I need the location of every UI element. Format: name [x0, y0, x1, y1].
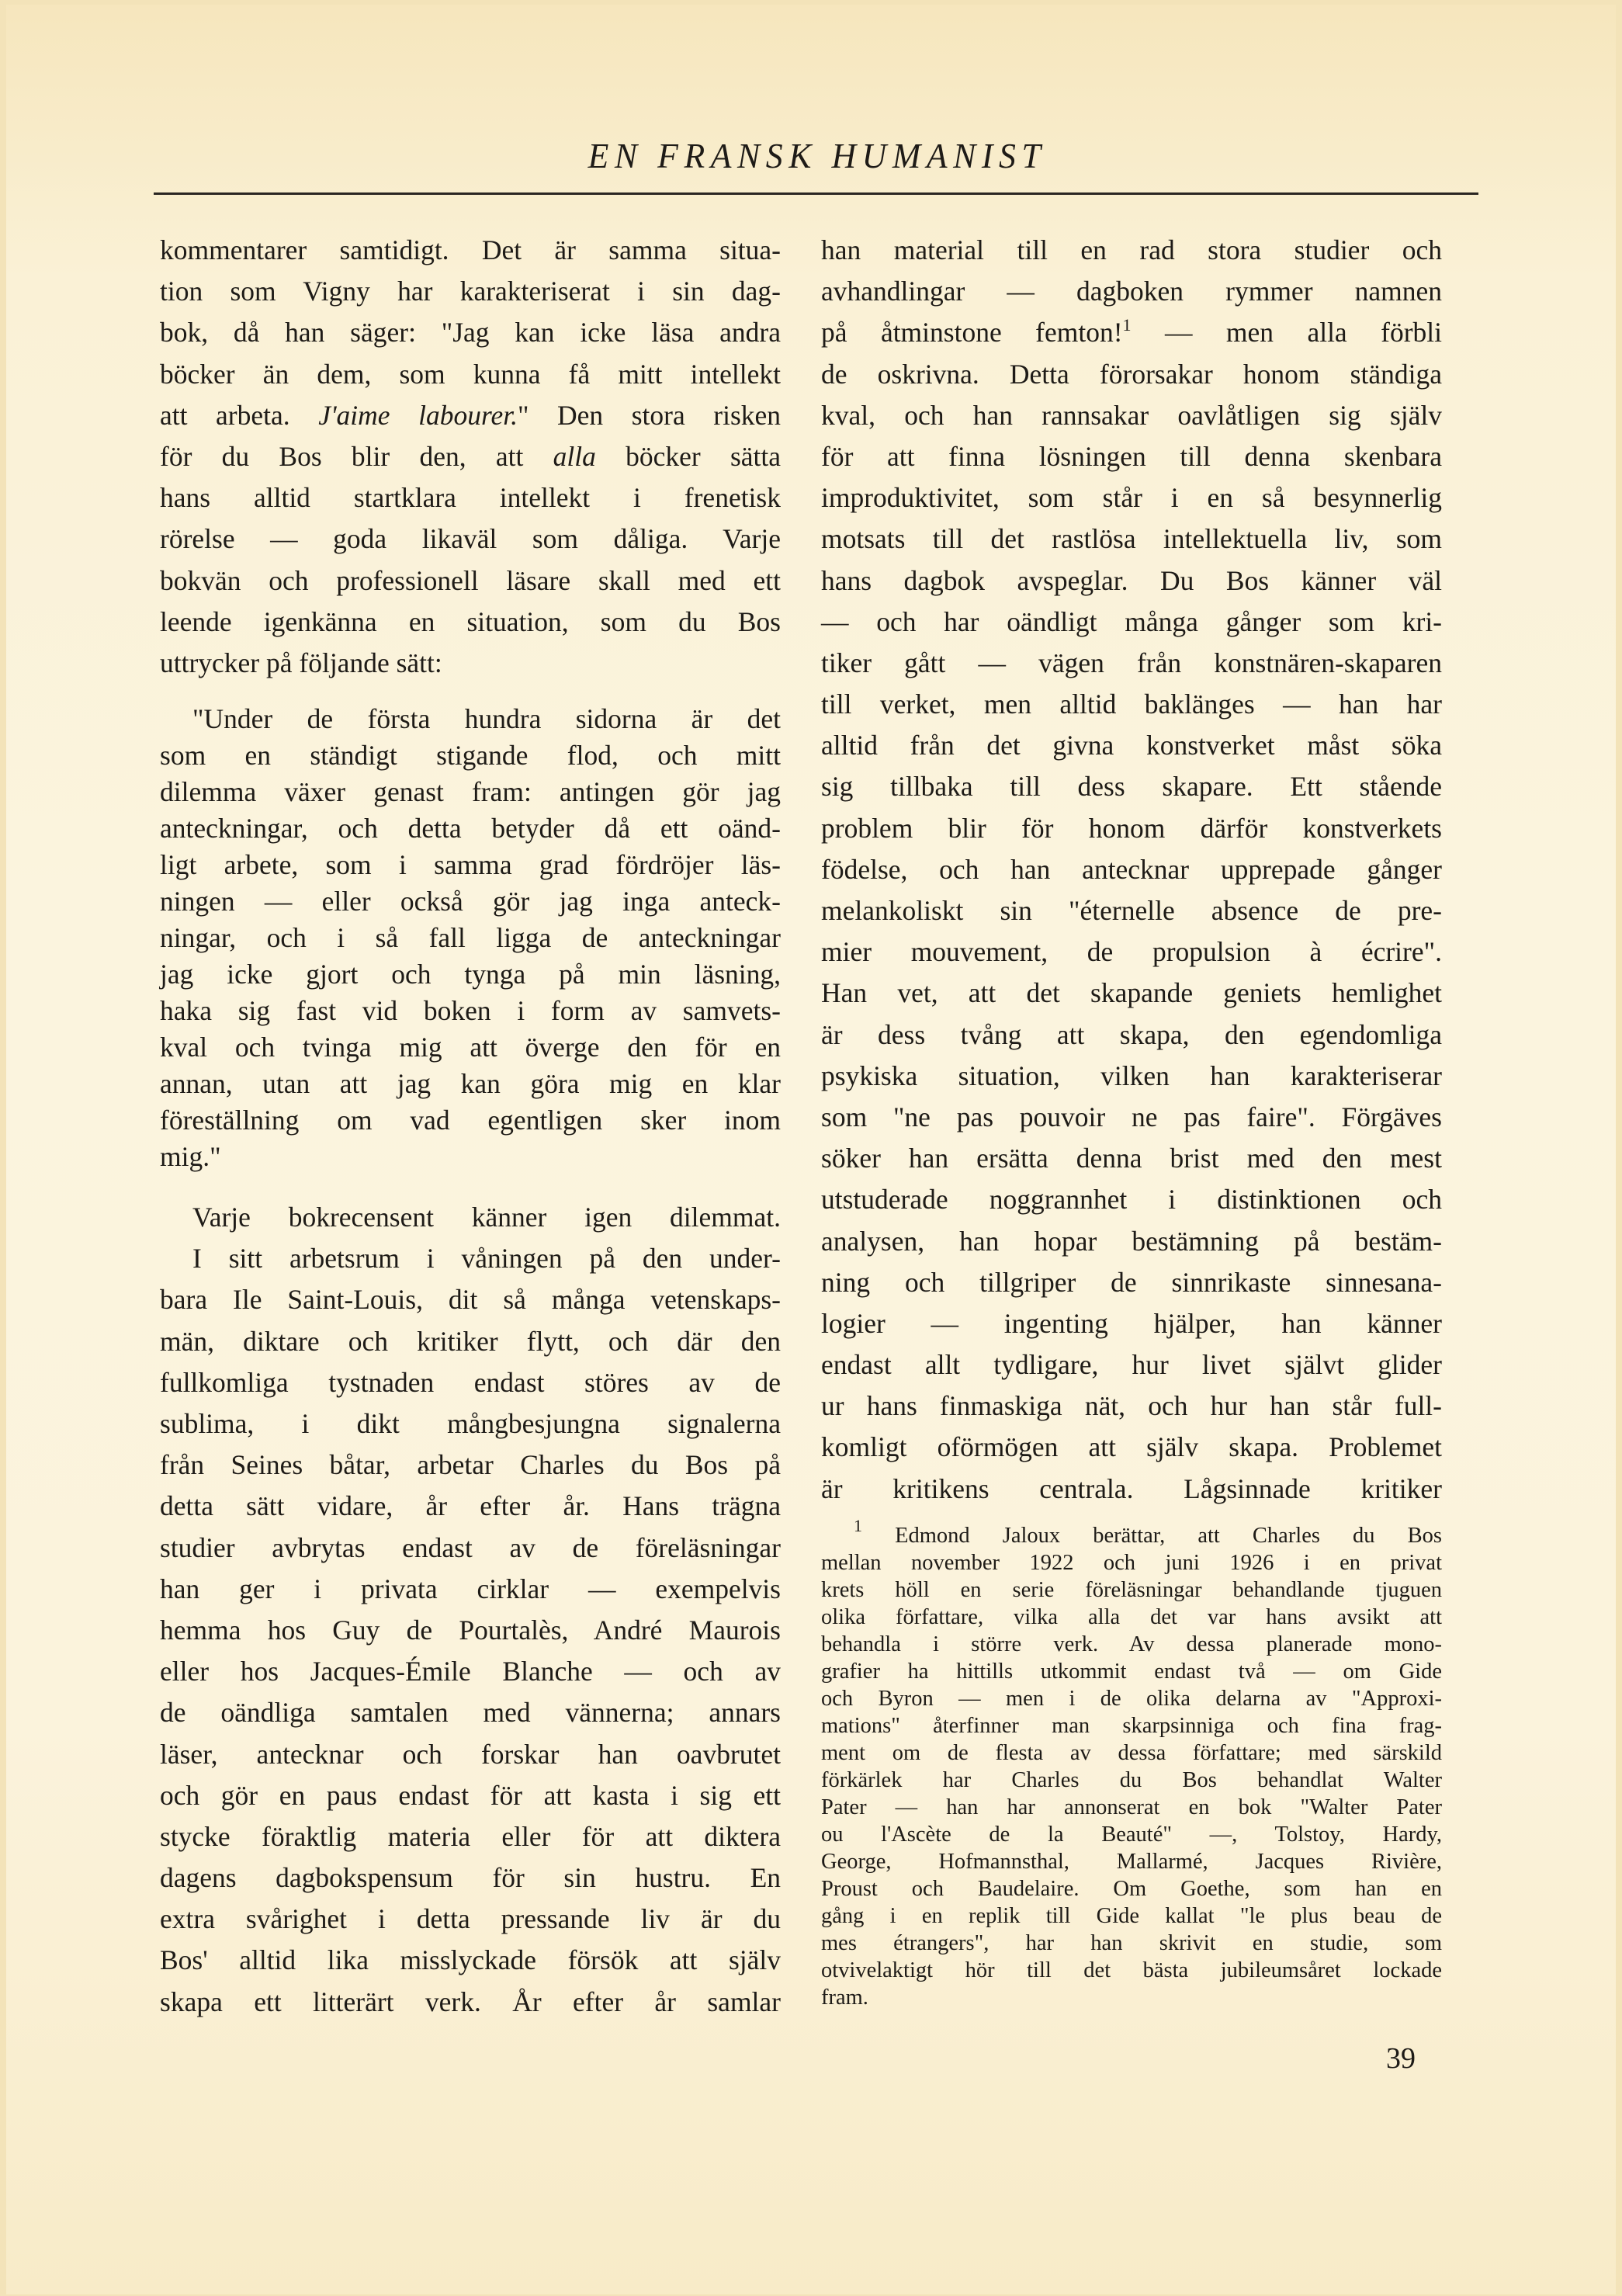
text-line: detta sätt vidare, år efter år. Hans trägna — [160, 1490, 781, 1522]
text-line: utstuderade noggrannhet i distinktionen och — [821, 1184, 1442, 1216]
text-line: sig tillbaka till dess skapare. Ett stående — [821, 771, 1442, 803]
running-title: EN FRANSK HUMANIST — [587, 136, 1047, 175]
text-line: ning och tillgriper de sinnrikaste sinnesana- — [821, 1266, 1442, 1298]
italic-phrase: J'aime labourer. — [318, 399, 518, 431]
text-line: kommentarer samtidigt. Det är samma situa- — [160, 234, 781, 265]
text-line: mier mouvement, de propulsion à écrire". — [821, 936, 1442, 968]
text-line: fullkomliga tystnaden endast störes av de — [160, 1366, 781, 1398]
text-line: från Seines båtar, arbetar Charles du Bos på — [160, 1449, 781, 1481]
footnote-line: grafier ha hittills utkommit endast två — om Gide — [821, 1659, 1442, 1684]
text-line — [160, 436, 781, 477]
text-run: att arbeta. — [160, 399, 290, 431]
body-text — [821, 230, 1442, 1510]
book-page — [6, 5, 1616, 2294]
text-line: leende igenkänna en situation, som du Bos — [160, 605, 781, 637]
footnote-line: krets höll en serie föreläsningar behandlande tjuguen — [821, 1577, 1442, 1602]
running-header — [154, 133, 1481, 179]
text-line: improduktivitet, som står i en så besynnerlig — [821, 482, 1442, 514]
quote-line: jag icke gjort och tynga på min läsning, — [160, 959, 781, 990]
quote-line: ningen — eller också gör jag inga anteck- — [160, 886, 781, 917]
text-line: dagens dagbokspensum för sin hustru. En — [160, 1862, 781, 1894]
quote-line: haka sig fast vid boken i form av samvets- — [160, 995, 781, 1027]
text-line: endast allt tydligare, hur livet självt glider — [821, 1349, 1442, 1381]
text-line: de oskrivna. Detta förorsakar honom ständiga — [821, 358, 1442, 390]
footnote-line: mellan november 1922 och juni 1926 i en privat — [821, 1550, 1442, 1575]
text-run: — men alla förbli — [1131, 317, 1442, 349]
text-line: logier — ingenting hjälper, han känner — [821, 1307, 1442, 1339]
quote-line: annan, utan att jag kan göra mig en klar — [160, 1068, 781, 1100]
text-line: skapa ett litterärt verk. År efter år samlar — [160, 1986, 781, 2017]
text-line: stycke föraktlig materia eller för att diktera — [160, 1820, 781, 1852]
footnote-line: mes étrangers", har han skrivit en studie, som — [821, 1930, 1442, 1955]
quote-line: anteckningar, och detta betyder då ett oänd- — [160, 813, 781, 845]
text-line: är kritikens centrala. Lågsinnade kritiker — [821, 1472, 1442, 1504]
text-line: hans dagbok avspeglar. Du Bos känner väl — [821, 564, 1442, 596]
text-line: och gör en paus endast för att kasta i sig ett — [160, 1779, 781, 1811]
right-column — [821, 230, 1442, 2011]
text-line: uttrycker på följande sätt: — [160, 647, 442, 678]
quote-line: ningar, och i så fall ligga de anteckningar — [160, 922, 781, 954]
left-column — [160, 230, 781, 2023]
text-line: bok, då han säger: "Jag kan icke läsa andra — [160, 317, 781, 349]
text-line: motsats till det rastlösa intellektuella liv, som — [821, 523, 1442, 555]
footnote-line: olika författare, vilka alla det var hans avsikt att — [821, 1604, 1442, 1629]
quote-line: "Under de första hundra sidorna är det — [192, 703, 781, 735]
footnote-reference[interactable]: 1 — [1122, 315, 1132, 335]
text-line: de oändliga samtalen med vännerna; annars — [160, 1697, 781, 1729]
text-line: män, diktare och kritiker flytt, och där den — [160, 1325, 781, 1357]
paragraph-1 — [160, 230, 781, 684]
footnote-line: gång i en replik till Gide kallat "le plus beau de — [821, 1903, 1442, 1928]
quote-line: som en ständigt stigande flod, och mitt — [160, 740, 781, 772]
text-line: komligt oförmögen att själv skapa. Problemet — [821, 1431, 1442, 1463]
text-line: psykiska situation, vilken han karakteriserar — [821, 1060, 1442, 1091]
text-line: till verket, men alltid baklänges — han har — [821, 688, 1442, 720]
footnote-marker: 1 — [854, 1515, 862, 1535]
text-line: tiker gått — vägen från konstnären-skaparen — [821, 647, 1442, 678]
text-line: melankoliskt sin "éternelle absence de pre- — [821, 895, 1442, 926]
text-line: rörelse — goda likaväl som dåliga. Varje — [160, 523, 781, 555]
text-line: Varje bokrecensent känner igen dilemmat. — [192, 1202, 781, 1233]
text-line: sublima, i dikt mångbesjungna signalerna — [160, 1408, 781, 1439]
block-quote — [160, 701, 781, 1175]
text-line: som "ne pas pouvoir ne pas faire". Förgäves — [821, 1101, 1442, 1132]
text-line — [160, 395, 781, 436]
text-line: avhandlingar — dagboken rymmer namnen — [821, 276, 1442, 307]
text-line: tion som Vigny har karakteriserat i sin dag- — [160, 276, 781, 307]
text-line: hans alltid startklara intellekt i frenetisk — [160, 482, 781, 514]
footnote-line: Pater — han har annonserat en bok "Walter Pater — [821, 1795, 1442, 1819]
text-line: ur hans finmaskiga nät, och hur han står full- — [821, 1390, 1442, 1422]
footnote-line: fram. — [821, 1985, 868, 2010]
footnote-line: Proust och Baudelaire. Om Goethe, som han en — [821, 1876, 1442, 1901]
page-number: 39 — [1386, 2042, 1416, 2075]
text-line: bokvän och professionell läsare skall med ett — [160, 564, 781, 596]
text-run: för du Bos blir den, att — [160, 440, 553, 472]
text-run: böcker sätta — [595, 440, 781, 472]
paragraph-2 — [160, 1197, 781, 2023]
text-line: hemma hos Guy de Pourtalès, André Maurois — [160, 1614, 781, 1646]
text-line: bara Ile Saint-Louis, dit så många vetenskaps- — [160, 1284, 781, 1316]
header-rule — [154, 192, 1478, 195]
footnote-line: behandla i större verk. Av dessa planerade mono- — [821, 1632, 1442, 1656]
text-line: han ger i privata cirklar — exempelvis — [160, 1573, 781, 1604]
footnote-line: ment om de flesta av dessa författare; med särskild — [821, 1740, 1442, 1765]
text-line: kval, och han rannsakar oavlåtligen sig själv — [821, 399, 1442, 431]
text-line: böcker än dem, som kunna få mitt intellekt — [160, 358, 781, 390]
text-line: är dess tvång att skapa, den egendomliga — [821, 1018, 1442, 1050]
text-line: — och har oändligt många gånger som kri- — [821, 605, 1442, 637]
text-line: Han vet, att det skapande geniets hemlighet — [821, 977, 1442, 1009]
text-run: Edmond Jaloux berättar, att Charles du Bos — [862, 1523, 1442, 1548]
quote-line: ligt arbete, som i samma grad fördröjer läs- — [160, 849, 781, 881]
text-line: födelse, och han antecknar upprepade gånger — [821, 853, 1442, 885]
footnote-line: otvivelaktigt hör till det bästa jubileumsåret lockade — [821, 1958, 1442, 1982]
text-line: problem blir för honom därför konstverkets — [821, 812, 1442, 844]
text-run: på åtminstone femton! — [821, 317, 1123, 349]
text-line: studier avbrytas endast av de föreläsningar — [160, 1531, 781, 1563]
quote-line: kval och tvinga mig att överge den för en — [160, 1032, 781, 1063]
text-line: alltid från det givna konstverket måst söka — [821, 730, 1442, 761]
footnote-line: mations" återfinner man skarpsinniga och fina frag- — [821, 1713, 1442, 1738]
italic-word: alla — [553, 440, 596, 472]
text-line: Bos' alltid lika misslyckade försök att själv — [160, 1944, 781, 1976]
text-line: läser, antecknar och forskar han oavbrutet — [160, 1738, 781, 1770]
quote-line: dilemma växer genast fram: antingen gör jag — [160, 776, 781, 808]
text-line: för att finna lösningen till denna skenbara — [821, 440, 1442, 472]
quote-line: föreställning om vad egentligen sker inom — [160, 1105, 781, 1136]
text-line: eller hos Jacques-Émile Blanche — och av — [160, 1656, 781, 1687]
text-line — [821, 312, 1442, 353]
quote-line: mig." — [160, 1141, 221, 1173]
text-line: extra svårighet i detta pressande liv är du — [160, 1903, 781, 1935]
footnote — [821, 1515, 1442, 2011]
text-line: han material till en rad stora studier och — [821, 234, 1442, 265]
text-line: analysen, han hopar bestämning på bestäm- — [821, 1225, 1442, 1257]
text-line: I sitt arbetsrum i våningen på den under- — [192, 1243, 781, 1275]
text-line: söker han ersätta denna brist med den mest — [821, 1143, 1442, 1174]
footnote-line: och Byron — men i de olika delarna av "Approxi- — [821, 1686, 1442, 1711]
footnote-line — [821, 1515, 1442, 1549]
text-run: " Den stora risken — [517, 399, 782, 431]
footnote-line: förkärlek har Charles du Bos behandlat Walter — [821, 1767, 1442, 1792]
footnote-line: ou l'Ascète de la Beauté" —, Tolstoy, Hardy, — [821, 1822, 1442, 1847]
footnote-line: George, Hofmannsthal, Mallarmé, Jacques Rivière, — [821, 1849, 1442, 1874]
